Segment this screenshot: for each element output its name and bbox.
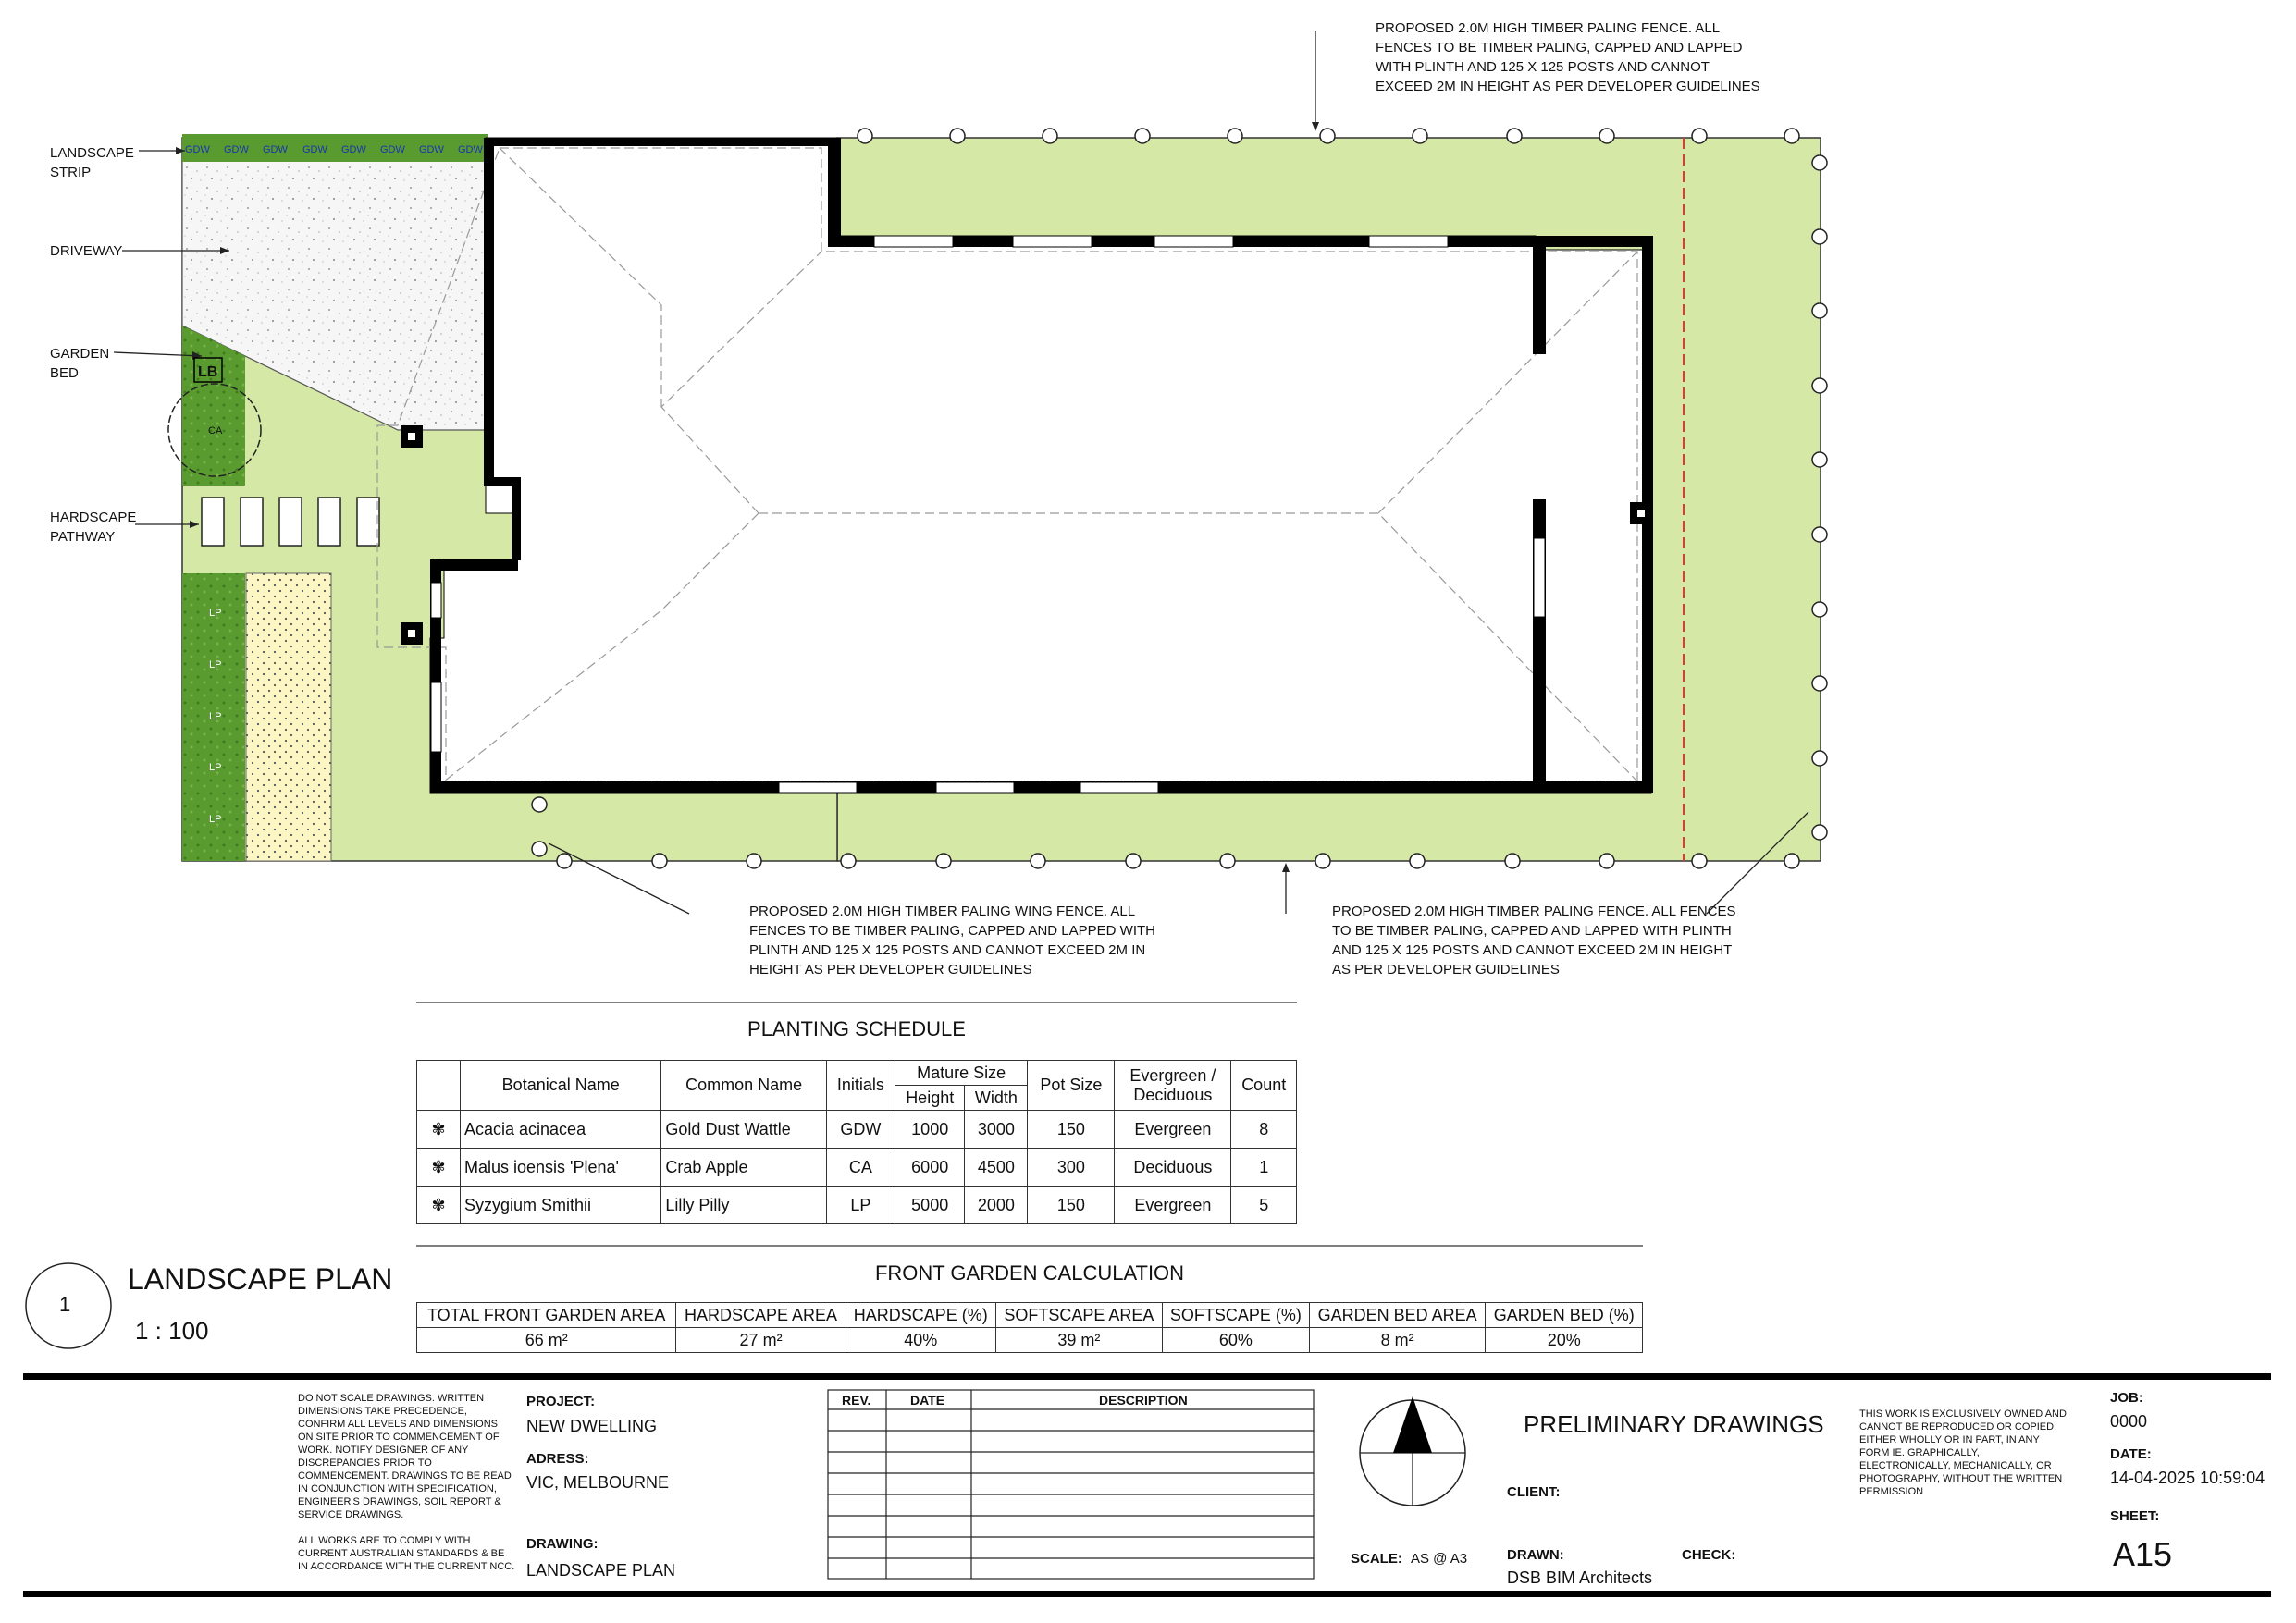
date-label: DATE:	[2110, 1446, 2152, 1462]
planting-schedule-table: Botanical Name Common Name Initials Mature Size Pot Size Evergreen / Deciduous Count Height Width ✾ Acacia acinacea Gold Dust Wattle GDW 1000 3000 150 Evergreen 8 ✾ Malus ioensis 'Plena' Crab Apple CA 6000 4500 300 Deciduous 1 ✾ Syzygium Smithii Lilly Pilly LP 5000 2000 150 Evergreen 5	[416, 1060, 1297, 1224]
gdw-tag: GDW	[341, 144, 366, 155]
rev-header: REV.	[842, 1393, 871, 1408]
gdw-tag: GDW	[263, 144, 288, 155]
gdw-tag: GDW	[224, 144, 249, 155]
scale-value: AS @ A3	[1411, 1551, 1468, 1567]
table-row: 66 m² 27 m² 40% 39 m² 60% 8 m² 20%	[417, 1328, 1643, 1353]
client-label: CLIENT:	[1507, 1484, 1561, 1500]
planting-schedule-title: PLANTING SCHEDULE	[747, 1017, 966, 1040]
front-garden-table	[416, 1302, 1643, 1353]
gdw-tag: GDW	[419, 144, 444, 155]
lp-tag: LP	[209, 711, 222, 722]
hardscape-pathway-label: HARDSCAPE PATHWAY	[50, 510, 137, 545]
top-fence-note: PROPOSED 2.0M HIGH TIMBER PALING FENCE. ALL FENCES TO BE TIMBER PALING, CAPPED AND LAPPED WITH PLINTH AND 125 X 125 POSTS AND CANNOT EXCEED 2M IN HEIGHT AS PER DEVELOPER GUIDELINES	[1376, 20, 1760, 94]
view-number: 1	[59, 1293, 71, 1316]
table-row: ✾ Acacia acinacea Gold Dust Wattle GDW 1000 3000 150 Evergreen 8	[417, 1111, 1297, 1149]
plant-icon: ✾	[417, 1111, 461, 1149]
lb-tag: LB	[198, 364, 218, 380]
ca-tag: CA	[208, 425, 223, 436]
garden-bed-label: GARDEN BED	[50, 346, 110, 381]
revision-grid	[828, 1390, 1314, 1579]
lp-tag: LP	[209, 814, 222, 825]
drawing-value: LANDSCAPE PLAN	[526, 1561, 676, 1580]
view-title: LANDSCAPE PLAN	[128, 1262, 393, 1296]
table-header-row: TOTAL FRONT GARDEN AREA HARDSCAPE AREA HARDSCAPE (%) SOFTSCAPE AREA SOFTSCAPE (%) GARDEN BED AREA GARDEN BED (%)	[417, 1303, 1643, 1328]
scale-label: SCALE:	[1351, 1551, 1402, 1567]
front-garden-title: FRONT GARDEN CALCULATION	[874, 1261, 1185, 1285]
table-row: ✾ Malus ioensis 'Plena' Crab Apple CA 6000 4500 300 Deciduous 1	[417, 1149, 1297, 1187]
drawn-value: DSB BIM Architects	[1507, 1568, 1653, 1587]
driveway-label: DRIVEWAY	[50, 243, 123, 259]
gdw-tag: GDW	[302, 144, 327, 155]
description-header: DESCRIPTION	[1099, 1393, 1188, 1408]
disclaimer-text: DO NOT SCALE DRAWINGS. WRITTEN DIMENSIONS TAKE PRECEDENCE, CONFIRM ALL LEVELS AND DIMENSIONS ON SITE PRIOR TO COMMENCEMENT OF WORK. NOTIFY DESIGNER OF ANY DISCREPANCIES PRIOR TO COMMENCEMENT. DRAWINGS TO BE READ IN CONJUNCTION WITH SPECIFICATION, ENGINEER'S DRAWINGS, SOIL REPORT & SERVICE DRAWINGS. ALL WORKS ARE TO COMPLY WITH CURRENT AUSTRALIAN STANDARDS & BE IN ACCORDANCE WITH THE CURRENT NCC.	[298, 1393, 515, 1572]
address-value: VIC, MELBOURNE	[526, 1473, 670, 1492]
drawn-label: DRAWN:	[1507, 1547, 1564, 1563]
sheet-label: SHEET:	[2110, 1508, 2160, 1524]
bottom-fence-note: PROPOSED 2.0M HIGH TIMBER PALING FENCE. ALL FENCES TO BE TIMBER PALING, CAPPED AND LAPPED WITH PLINTH AND 125 X 125 POSTS AND CANNOT EXCEED 2M IN HEIGHT AS PER DEVELOPER GUIDELINES	[1332, 904, 1736, 977]
project-label: PROJECT:	[526, 1394, 596, 1409]
view-scale: 1 : 100	[135, 1317, 209, 1345]
job-value: 0000	[2110, 1412, 2148, 1431]
date-value: 14-04-2025 10:59:04	[2110, 1469, 2265, 1487]
wing-fence-note: PROPOSED 2.0M HIGH TIMBER PALING WING FENCE. ALL FENCES TO BE TIMBER PALING, CAPPED AND LAPPED WITH PLINTH AND 125 X 125 POSTS AND CANNOT EXCEED 2M IN HEIGHT AS PER DEVELOPER GUIDELINES	[749, 904, 1155, 977]
gdw-tag: GDW	[458, 144, 483, 155]
table-row: ✾ Syzygium Smithii Lilly Pilly LP 5000 2000 150 Evergreen 5	[417, 1187, 1297, 1224]
dotted-path	[246, 573, 331, 861]
north-arrow-icon	[1360, 1396, 1465, 1506]
date-header: DATE	[910, 1393, 945, 1408]
check-label: CHECK:	[1682, 1547, 1736, 1563]
drawing-label: DRAWING:	[526, 1536, 599, 1552]
copyright-text: THIS WORK IS EXCLUSIVELY OWNED AND CANNOT BE REPRODUCED OR COPIED, EITHER WHOLLY OR IN PART, IN ANY FORM IE. GRAPHICALLY, ELECTRONICALLY, MECHANICALLY, OR PHOTOGRAPHY, WITHOUT THE WRITTEN PERMISSION	[1859, 1408, 2067, 1497]
plant-icon: ✾	[417, 1187, 461, 1224]
landscape-strip-label: LANDSCAPE STRIP	[50, 145, 134, 180]
gdw-tag: GDW	[380, 144, 405, 155]
lp-tag: LP	[209, 762, 222, 773]
status-title: PRELIMINARY DRAWINGS	[1524, 1410, 1824, 1438]
lp-tag: LP	[209, 659, 222, 670]
plant-icon: ✾	[417, 1149, 461, 1187]
job-label: JOB:	[2110, 1390, 2143, 1406]
table-header-row: Botanical Name Common Name Initials Mature Size Pot Size Evergreen / Deciduous Count	[417, 1061, 1297, 1086]
lp-tag: LP	[209, 608, 222, 619]
project-value: NEW DWELLING	[526, 1417, 658, 1435]
sheet-value: A15	[2113, 1535, 2173, 1573]
address-label: ADRESS:	[526, 1451, 589, 1467]
gdw-tag: GDW	[185, 144, 210, 155]
